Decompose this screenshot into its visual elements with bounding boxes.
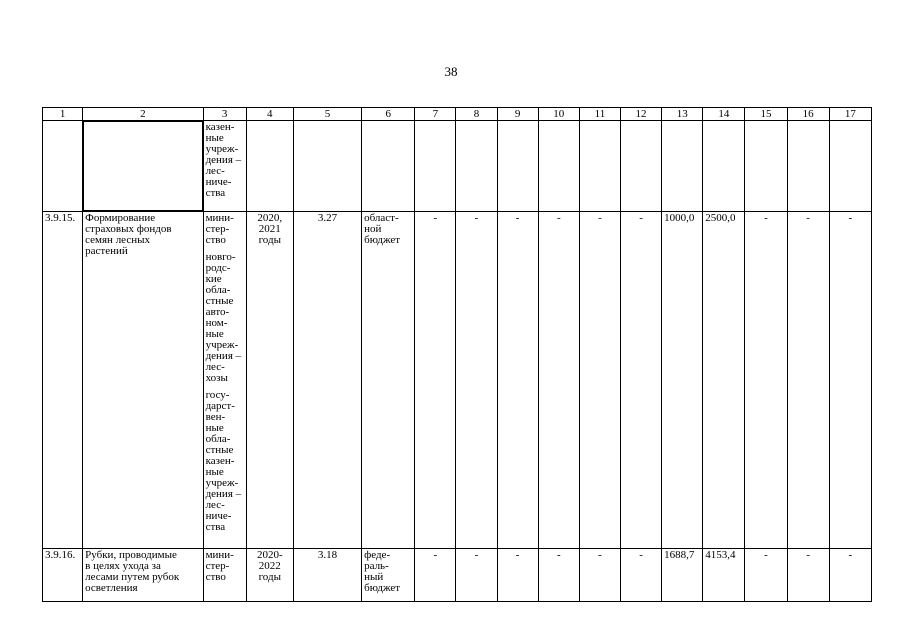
value-cell: - — [456, 549, 497, 602]
value-cell: 1000,0 — [662, 212, 703, 549]
item-name — [83, 121, 202, 211]
value-cell: 2500,0 — [703, 212, 745, 549]
page-number: 38 — [444, 64, 458, 79]
header-cell: 1 — [43, 108, 83, 121]
item-number: 3.9.15. — [43, 212, 83, 549]
value-cell: - — [745, 212, 787, 549]
executor-text: мини- стер- ство — [205, 212, 234, 246]
header-cell: 10 — [538, 108, 579, 121]
item-number: 3.9.16. — [43, 549, 83, 602]
header-cell: 5 — [293, 108, 361, 121]
source-text: феде- раль- ный бюджет — [364, 549, 401, 594]
header-cell: 2 — [83, 108, 203, 121]
header-cell: 9 — [497, 108, 538, 121]
value-cell: - — [829, 549, 871, 602]
indicator-cell — [293, 121, 361, 212]
value-cell — [662, 121, 703, 212]
value-cell — [787, 121, 829, 212]
value-cell: - — [620, 549, 661, 602]
executor-cell — [203, 549, 246, 602]
header-cell: 6 — [362, 108, 415, 121]
item-name-text: Рубки, проводимые в целях ухода за лесами путем рубок осветления — [85, 549, 180, 594]
executor-text: новго- родс- кие обла- стные авто- ном- ные учреж- дения – лес- хозы — [205, 251, 242, 384]
value-cell: - — [787, 212, 829, 549]
value-cell: - — [620, 212, 661, 549]
header-cell: 12 — [620, 108, 661, 121]
executor-cell — [203, 212, 246, 549]
header-cell: 8 — [456, 108, 497, 121]
value-cell — [829, 121, 871, 212]
value-cell: - — [787, 549, 829, 602]
header-cell: 15 — [745, 108, 787, 121]
period-cell — [246, 121, 293, 212]
value-cell — [745, 121, 787, 212]
program-table — [42, 107, 872, 602]
value-cell: - — [745, 549, 787, 602]
header-cell: 16 — [787, 108, 829, 121]
item-name-text: Формирование страховых фондов семян лесных растений — [85, 212, 172, 257]
header-cell: 11 — [579, 108, 620, 121]
value-cell: - — [538, 212, 579, 549]
item-name — [83, 212, 203, 549]
value-cell — [456, 121, 497, 212]
value-cell: - — [415, 549, 456, 602]
value-cell: - — [497, 212, 538, 549]
header-cell: 4 — [246, 108, 293, 121]
item-number — [43, 121, 83, 212]
value-cell: - — [538, 549, 579, 602]
value-cell — [703, 121, 745, 212]
header-cell: 3 — [203, 108, 246, 121]
executor-text: мини- стер- ство — [205, 549, 234, 583]
value-cell: 4153,4 — [703, 549, 745, 602]
indicator-cell: 3.18 — [293, 549, 361, 602]
period-text: 2020- 2022 годы — [256, 549, 283, 583]
header-cell: 13 — [662, 108, 703, 121]
source-cell — [362, 212, 415, 549]
period-text: 2020, 2021 годы — [257, 212, 283, 246]
item-name — [83, 549, 203, 602]
value-cell: - — [579, 549, 620, 602]
value-cell — [538, 121, 579, 212]
value-cell — [620, 121, 661, 212]
executor-cell — [203, 121, 246, 212]
header-cell: 14 — [703, 108, 745, 121]
value-cell — [415, 121, 456, 212]
period-cell — [246, 212, 293, 549]
source-cell — [362, 549, 415, 602]
header-cell: 17 — [829, 108, 871, 121]
executor-text: казен- ные учреж- дения – лес- ниче- ства — [205, 121, 242, 199]
period-cell — [246, 549, 293, 602]
table-row — [43, 549, 872, 602]
table-row — [43, 121, 872, 212]
executor-text: госу- дарст- вен- ные обла- стные казен- ные учреж- дения – лес- ниче- ства — [205, 389, 242, 533]
table-row — [43, 212, 872, 549]
value-cell: - — [415, 212, 456, 549]
header-cell: 7 — [415, 108, 456, 121]
value-cell: - — [456, 212, 497, 549]
header-row — [43, 108, 872, 121]
indicator-cell: 3.27 — [293, 212, 361, 549]
value-cell: - — [829, 212, 871, 549]
value-cell — [497, 121, 538, 212]
value-cell: - — [579, 212, 620, 549]
source-cell — [362, 121, 415, 212]
source-text: област- ной бюджет — [364, 212, 401, 246]
value-cell: - — [497, 549, 538, 602]
value-cell: 1688,7 — [662, 549, 703, 602]
value-cell — [579, 121, 620, 212]
